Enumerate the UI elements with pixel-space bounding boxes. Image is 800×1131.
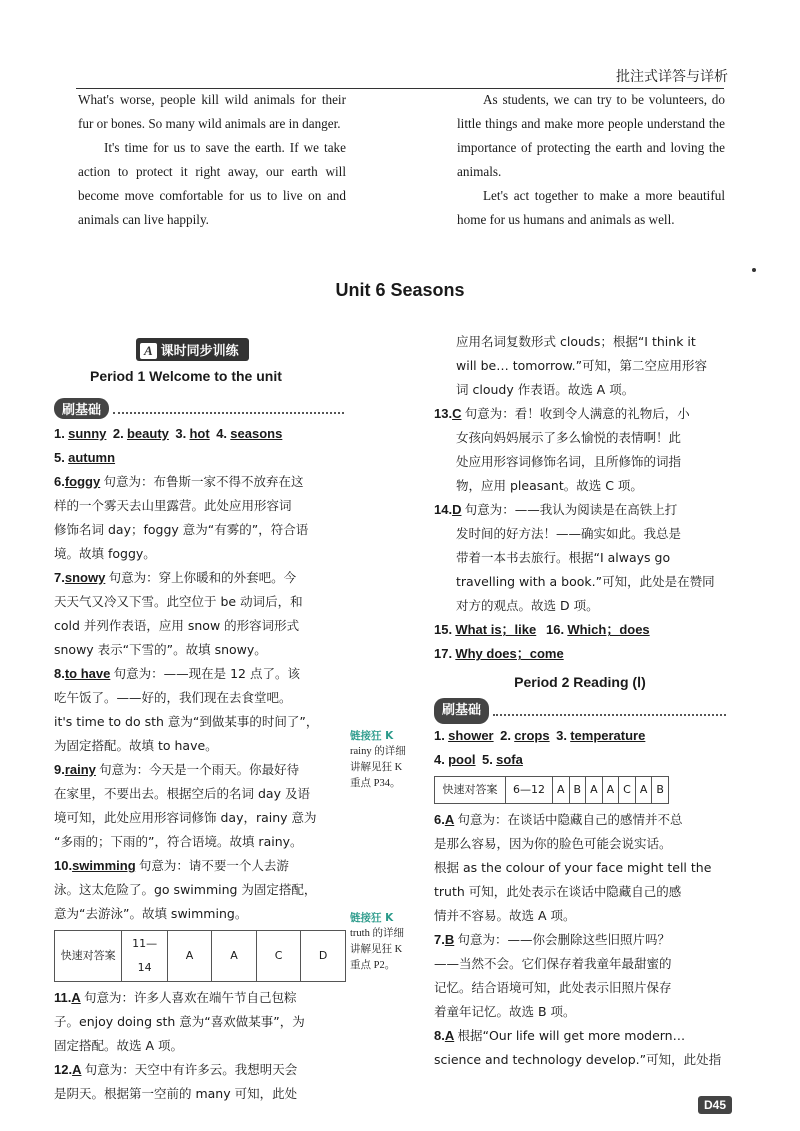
answer-row: 5. autumn	[54, 450, 116, 465]
side-note-truth: 链接狂 K truth 的详细 讲解见狂 K 重点 P2。	[350, 912, 404, 971]
essay-right	[457, 88, 725, 232]
item-9: 9.rainy 句意为：今天是一个雨天。你最好待 在家里，不要出去。根据空后的名词 day 及语 境可知，此处应用形容词修饰 day，rainy 意为 “多雨的；下雨的”，符合语境。故填 rainy。	[54, 762, 317, 849]
period2-title: Period 2 Reading (Ⅰ)	[514, 674, 646, 690]
item-10: 10.swimming 句意为：请不要一个人去游 泳。这太危险了。go swimming 为固定搭配， 意为“去游泳”。故填 swimming。	[54, 858, 317, 921]
essay-paragraph: What's worse, people kill wild animals for their fur or bones. So many wild animals are in danger.	[78, 92, 346, 131]
banner-text: 课时同步训练	[160, 344, 239, 359]
section-banner	[136, 338, 249, 361]
header-note: 批注式详答与详析	[616, 69, 728, 85]
answer-row: 1. shower 2. crops 3. temperature	[434, 728, 646, 743]
answer-row: 1. sunny 2. beauty 3. hot 4. seasons	[54, 426, 283, 441]
basic-label: 刷基础	[54, 398, 109, 419]
banner-letter: A	[140, 343, 157, 359]
item-r7: 7.B 句意为：——你会删除这些旧照片吗？ ——当然不会。它们保存着我童年最甜蜜的 记忆。结合语境可知，此处表示旧照片保存 着童年记忆。故选 B 项。	[434, 932, 672, 1019]
item-r6: 6.A 句意为：在谈话中隐藏自己的感情并不总 是那么容易，因为你的脸色可能会说实话。 根据 as the colour of your face might tell the truth 可知，此处表示在谈话中隐藏自己的感 情并不容易。故选 A 项。	[434, 812, 712, 923]
unit-title: Unit 6 Seasons	[335, 280, 465, 300]
left-answers	[54, 422, 346, 1106]
essay-paragraph: Let's act together to make a more beautiful home for us humans and animals as well.	[457, 188, 725, 227]
basic-header: 刷基础	[434, 698, 726, 724]
margin-dot	[752, 268, 756, 272]
quick-answer-table: 快速对答案 11—14 A A C D	[54, 930, 346, 982]
item-7: 7.snowy 句意为：穿上你暖和的外套吧。今 天天气又冷又下雪。此空位于 be 动词后，和 cold 并列作表语，应用 snow 的形容词形式 snowy 表示“下雪的”。故填 snowy。	[54, 570, 303, 657]
item-12: 12.A 句意为：天空中有许多云。我想明天会 是阴天。根据第一空前的 many 可知，此处	[54, 1062, 298, 1101]
period1-title: Period 1 Welcome to the unit	[90, 368, 282, 384]
item-6: 6.foggy 句意为：布鲁斯一家不得不放弃在这 样的一个雾天去山里露营。此处应用形容词 修饰名词 day；foggy 意为“有雾的”，符合语 境。故填 foggy。	[54, 474, 309, 561]
item-11: 11.A 句意为：许多人喜欢在端午节自己包粽 子。enjoy doing sth 意为“喜欢做某事”，为 固定搭配。故选 A 项。	[54, 990, 305, 1053]
answer-row: 4. pool 5. sofa	[434, 752, 523, 767]
answer-row: 15. What is；like 16. Which；does	[434, 622, 650, 637]
right-answers: 应用名词复数形式 clouds；根据“I think it will be… tomorrow.”可知，第二空应用形容 词 cloudy 作表语。故选 A 项。 13.C 句意为：看！收到令人满意的礼物后，小 女孩向妈妈展示了多么愉悦的表情啊！此 处应用形容词修饰名词，且所修饰的词指 物，应用 pleasant。故选 C 项。 14.D 句意为：——我认为阅读是在高铁上打 发时间的好方法！——确实如此。我总是 带着一本书去旅行。根据“I always go travelling with a book.”可知，此处是在赞同 对方的观点。故选 D 项。 15. What is；like 16. Which；does 17. Why does；come Period 2 Reading (Ⅰ) 刷基础 1. shower 2. crops 3. temperature 4. pool 5. sofa 快速对答案 6—12 A B A A C A B 6.A 句意为：在谈话中隐藏自己的感情并不总 是那么容易，因为你的脸色可能会说实话。 根据 as the colour of your face might tell the truth 可知，此处表示在谈话中隐藏自己的感 情并不容易。故选 A 项。 7.B 句意为：——你会删除这些旧照片吗？ ——当然不会。它们保存着我童年最甜蜜的 记忆。结合语境可知，此处表示旧照片保存 着童年记忆。故选 B 项。 8.A 根据“Our life will get more modern… science and technology develop.”可知，此处指	[434, 330, 726, 1072]
essay-paragraph: It's time for us to save the earth. If we take action to protect it right away, our earth will become move comfortable for us to live on and animals can live happily.	[78, 140, 346, 227]
basic-header	[54, 398, 344, 419]
item-r8: 8.A 根据“Our life will get more modern… science and technology develop.”可知，此处指	[434, 1028, 722, 1067]
page-number: D45	[698, 1096, 732, 1114]
quick-answer-table: 快速对答案 6—12 A B A A C A B	[434, 776, 726, 804]
item-14: 14.D 句意为：——我认为阅读是在高铁上打 发时间的好方法！——确实如此。我总是 带着一本书去旅行。根据“I always go travelling with a book.”可知，此处是在赞同 对方的观点。故选 D 项。	[434, 502, 715, 613]
side-note-rainy: 链接狂 K rainy 的详细 讲解见狂 K 重点 P34。	[350, 730, 406, 789]
answer-row: 17. Why does；come	[434, 646, 564, 661]
essay-left	[78, 88, 346, 232]
item-8: 8.to have 句意为：——现在是 12 点了。该 吃午饭了。——好的，我们现在去食堂吧。 it's time to do sth 意为“到做某事的时间了”， 为固定搭配。故填 to have。	[54, 666, 319, 753]
essay-paragraph: As students, we can try to be volunteers, do little things and make more people understand the importance of protecting the earth and loving the animals.	[457, 92, 725, 179]
item-13: 13.C 句意为：看！收到令人满意的礼物后，小 女孩向妈妈展示了多么愉悦的表情啊！此 处应用形容词修饰名词，且所修饰的词指 物，应用 pleasant。故选 C 项。	[434, 406, 690, 493]
